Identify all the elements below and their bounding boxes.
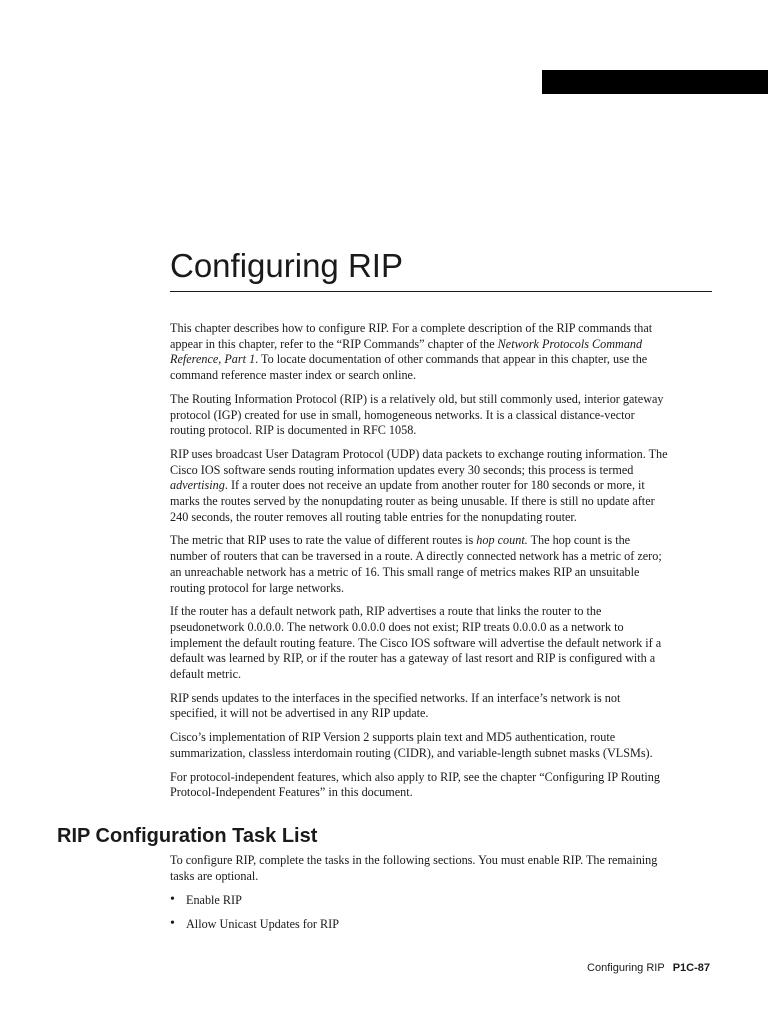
emphasis-text: hop count.	[476, 533, 528, 548]
paragraph-protocol-independent: For protocol-independent features, which also apply to RIP, see the chapter “Configuring IP Routing Protocol-Independent Features” in this document.	[170, 769, 660, 800]
paragraph-hop-count: The metric that RIP uses to rate the value of different routes is hop count. The hop count is the number of routers that can be traversed in a route. A directly connected network has a metric of zero; an unreachable network has a metric of 16. This small range of metrics makes RIP an unsuitable routing protocol for large networks.	[170, 533, 662, 595]
bullet-icon: •	[170, 916, 175, 932]
task-link-enable-rip[interactable]: Enable RIP	[186, 893, 242, 908]
footer-page-number: P1C-87	[672, 962, 710, 974]
emphasis-text: Network Protocols Command Reference, Part 1	[170, 336, 643, 367]
chapter-title: Configuring RIP	[170, 247, 403, 284]
paragraph-rip-overview: The Routing Information Protocol (RIP) is a relatively old, but still commonly used, interior gateway protocol (IGP) created for use in small, homogeneous networks. It is a classical distance-vector routing protocol. RIP is documented in RFC 1058.	[170, 391, 664, 438]
intro-body	[170, 321, 670, 809]
task-list-item	[170, 917, 670, 933]
task-intro: To configure RIP, complete the tasks in the following sections. You must enable RIP. The remaining tasks are optional.	[170, 853, 658, 883]
emphasis-text: advertising	[170, 478, 225, 493]
task-section-body	[170, 853, 670, 941]
header-black-bar	[542, 70, 768, 94]
task-list	[170, 893, 670, 932]
title-rule	[170, 291, 712, 292]
page-footer	[587, 962, 710, 974]
paragraph-intro: This chapter describes how to configure RIP. For a complete description of the RIP commands that appear in this chapter, refer to the “RIP Commands” chapter of the Network Protocols Command Reference, Part 1. To locate documentation of other commands that appear in this chapter, use the command reference master index or search online.	[170, 321, 653, 383]
task-list-item	[170, 893, 670, 909]
section-heading: RIP Configuration Task List	[57, 825, 318, 847]
paragraph-rip-updates: RIP uses broadcast User Datagram Protocol (UDP) data packets to exchange routing information. The Cisco IOS software sends routing information updates every 30 seconds; this process is termed advertising. If a router does not receive an update from another router for 180 seconds or more, it marks the routes served by the nonupdating router as being unusable. If there is still no update after 240 seconds, the router removes all routing table entries for the nonupdating router.	[170, 446, 668, 524]
task-link-allow-unicast[interactable]: Allow Unicast Updates for RIP	[186, 917, 339, 932]
paragraph-ripv2: Cisco’s implementation of RIP Version 2 supports plain text and MD5 authentication, route summarization, classless interdomain routing (CIDR), and variable-length subnet masks (VLSMs).	[170, 730, 653, 760]
paragraph-interfaces: RIP sends updates to the interfaces in the specified networks. If an interface’s network is not specified, it will not be advertised in any RIP update.	[170, 690, 621, 721]
paragraph-default-network: If the router has a default network path, RIP advertises a route that links the router to the pseudonetwork 0.0.0.0. The network 0.0.0.0 does not exist; RIP treats 0.0.0.0 as a network to implement the default routing feature. The Cisco IOS software will advertise the default network if a default was learned by RIP, or if the router has a gateway of last resort and RIP is configured with a default metric.	[170, 604, 662, 682]
footer-chapter-name: Configuring RIP	[587, 962, 665, 974]
bullet-icon: •	[170, 892, 175, 908]
